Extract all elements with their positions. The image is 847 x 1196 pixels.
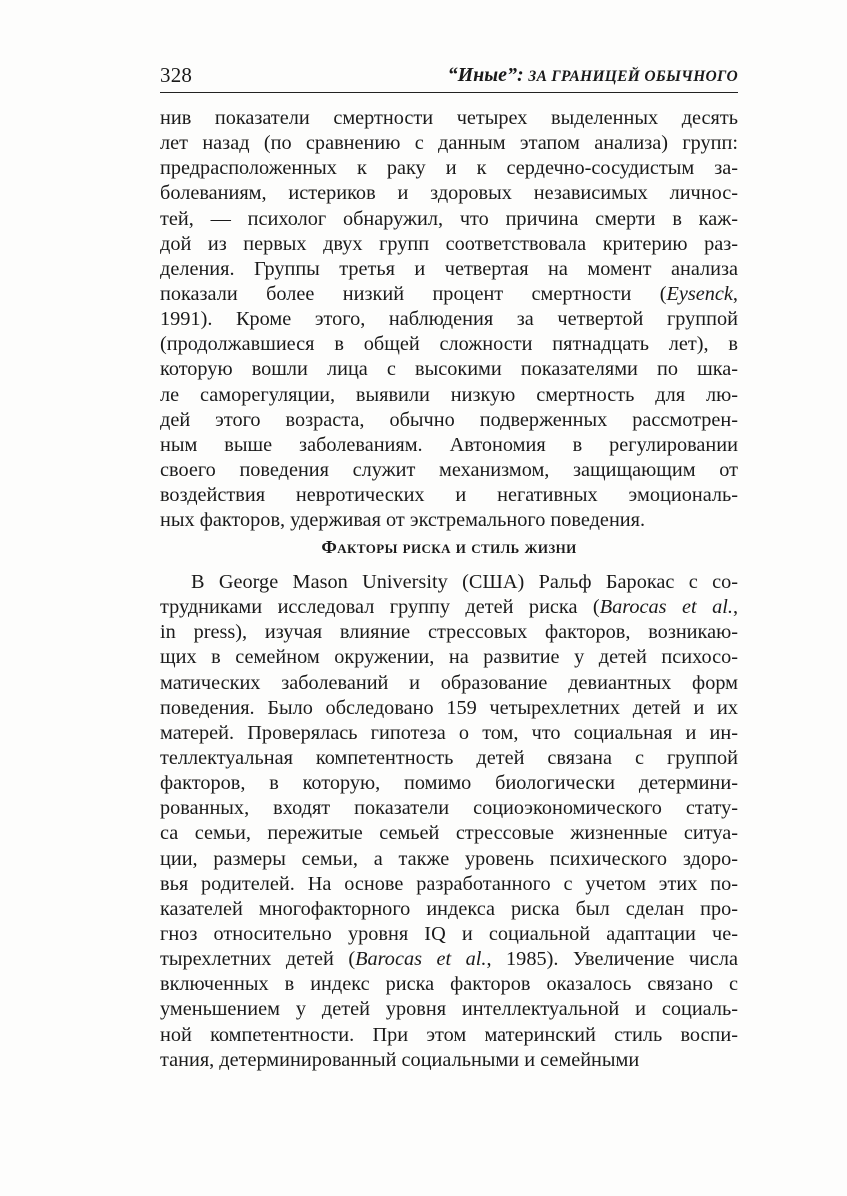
text-line: ных факторов, удерживая от экстремального поведения. <box>160 509 646 532</box>
text-line: теллектуальная компетентность детей связана с группой <box>160 746 738 769</box>
running-head-main: “Иные”: <box>447 64 524 86</box>
text-line: лет назад (по сравнению с данным этапом анализа) групп: <box>160 132 738 155</box>
page-header <box>160 58 738 93</box>
text-line: уменьшением у детей уровня интеллектуальной и социаль- <box>160 998 738 1021</box>
text-line: включенных в индекс риска факторов оказалось связано с <box>160 973 738 996</box>
text-line: дей этого возраста, обычно подверженных рассмотрен- <box>160 408 738 431</box>
text-line: in press), изучая влияние стрессовых факторов, возникаю- <box>160 621 738 644</box>
text-line: тания, детерминированный социальными и семейными <box>160 1048 640 1071</box>
text-line: казателей многофакторного индекса риска был сделан про- <box>160 897 738 920</box>
section-heading: Факторы риска и стиль жизни <box>321 537 577 557</box>
text-line: ной компетентности. При этом материнский стиль воспи- <box>160 1023 738 1046</box>
text-line: В George Mason University (США) Ральф Барокас с со- <box>191 571 738 593</box>
text-line: ным выше заболеваниям. Автономия в регулировании <box>160 433 738 456</box>
text-line: щих в семейном окружении, на развитие у детей психосо- <box>160 646 738 669</box>
text-line: тырехлетних детей (Barocas et al., 1985). Увеличение числа <box>160 948 739 971</box>
text-line: болеваниям, истериков и здоровых независимых личнос- <box>160 182 738 205</box>
text-line: воздействия невротических и негативных эмоциональ- <box>160 484 738 507</box>
text-line: показали более низкий процент смертности (Eysenck, <box>160 282 738 305</box>
text-line: ции, размеры семьи, а также уровень психического здоро- <box>160 847 738 870</box>
paragraph-risk-factors <box>160 570 738 1073</box>
text-line: деления. Группы третья и четвертая на момент анализа <box>160 257 738 280</box>
text-line: дой из первых двух групп соответствовала критерию раз- <box>160 232 738 255</box>
text-line: трудниками исследовал группу детей риска (Barocas et al., <box>160 596 739 619</box>
text-line: предрасположенных к раку и к сердечно-сосудистым за- <box>160 157 738 180</box>
running-head-sub: ЗА ГРАНИЦЕЙ ОБЫЧНОГО <box>528 68 738 85</box>
text-line: (продолжавшиеся в общей сложности пятнадцать лет), в <box>160 333 738 356</box>
running-head <box>448 64 738 87</box>
text-line: 1991). Кроме этого, наблюдения за четвертой группой <box>160 308 738 331</box>
paragraph-continued <box>160 106 738 533</box>
text-line: поведения. Было обследовано 159 четырехлетних детей и их <box>160 696 738 719</box>
text-line: своего поведения служит механизмом, защищающим от <box>160 458 738 481</box>
text-line: тей, — психолог обнаружил, что причина смерти в каж- <box>160 207 738 230</box>
text-line: которую вошли лица с высокими показателями по шка- <box>160 358 738 381</box>
text-line: са семьи, пережитые семьей стрессовые жизненные ситуа- <box>160 822 738 845</box>
text-line: матерей. Проверялась гипотеза о том, что социальная и ин- <box>160 721 738 744</box>
text-line: ле саморегуляции, выявили низкую смертность для лю- <box>160 383 738 406</box>
text-line: вья родителей. На основе разработанного с учетом этих по- <box>160 872 738 895</box>
text-line: матических заболеваний и образование девиантных форм <box>160 671 738 694</box>
text-line: рованных, входят показатели социоэкономического стату- <box>160 797 738 820</box>
text-line: нив показатели смертности четырех выделенных десять <box>160 107 738 129</box>
text-line: факторов, в которую, помимо биологически детермини- <box>160 772 738 795</box>
page-number: 328 <box>160 63 193 87</box>
text-line: гноз относительно уровня IQ и социальной адаптации че- <box>160 922 738 945</box>
